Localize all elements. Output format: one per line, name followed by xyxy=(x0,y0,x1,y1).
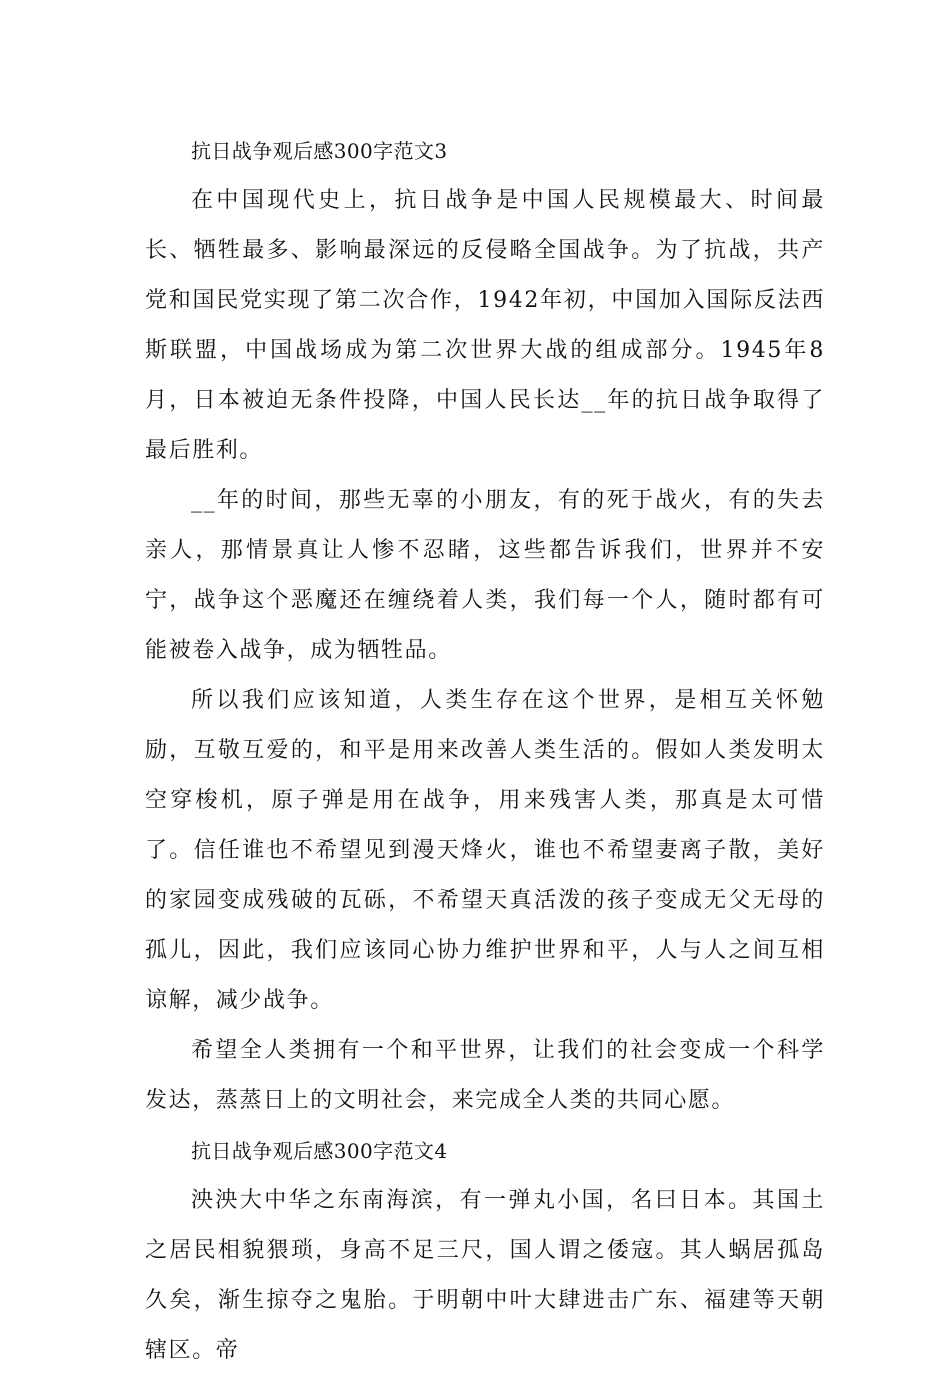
section-heading: 抗日战争观后感300字范文4 xyxy=(191,1139,448,1163)
section-heading: 抗日战争观后感300字范文3 xyxy=(191,139,448,163)
paragraph: 在中国现代史上，抗日战争是中国人民规模最大、时间最长、牺牲最多、影响最深远的反侵略全国战争。为了抗战，共产党和国民党实现了第二次合作，1942年初，中国加入国际反法西斯联盟，中国战场成为第二次世界大战的组成部分。1945年8月，日本被迫无条件投降，中国人民长达__年的抗日战争取得了最后胜利。 xyxy=(145,188,825,463)
paragraph: 泱泱大中华之东南海滨，有一弹丸小国，名曰日本。其国土之居民相貌猥琐，身高不足三尺，国人谓之倭寇。其人蜗居孤岛久矣，渐生掠夺之鬼胎。于明朝中叶大肆进击广东、福建等天朝辖区。帝 xyxy=(145,1188,825,1363)
paragraph: __年的时间，那些无辜的小朋友，有的死于战火，有的失去亲人，那情景真让人惨不忍睹，这些都告诉我们，世界并不安宁，战争这个恶魔还在缠绕着人类，我们每一个人，随时都有可能被卷入战争，成为牺牲品。 xyxy=(145,488,825,663)
document-body xyxy=(145,126,825,1376)
paragraph: 希望全人类拥有一个和平世界，让我们的社会变成一个科学发达，蒸蒸日上的文明社会，来完成全人类的共同心愿。 xyxy=(145,1038,825,1113)
paragraph: 所以我们应该知道，人类生存在这个世界，是相互关怀勉励，互敬互爱的，和平是用来改善人类生活的。假如人类发明太空穿梭机，原子弹是用在战争，用来残害人类，那真是太可惜了。信任谁也不希望见到漫天烽火，谁也不希望妻离子散，美好的家园变成残破的瓦砾，不希望天真活泼的孩子变成无父无母的孤儿，因此，我们应该同心协力维护世界和平，人与人之间互相谅解，减少战争。 xyxy=(145,688,825,1013)
